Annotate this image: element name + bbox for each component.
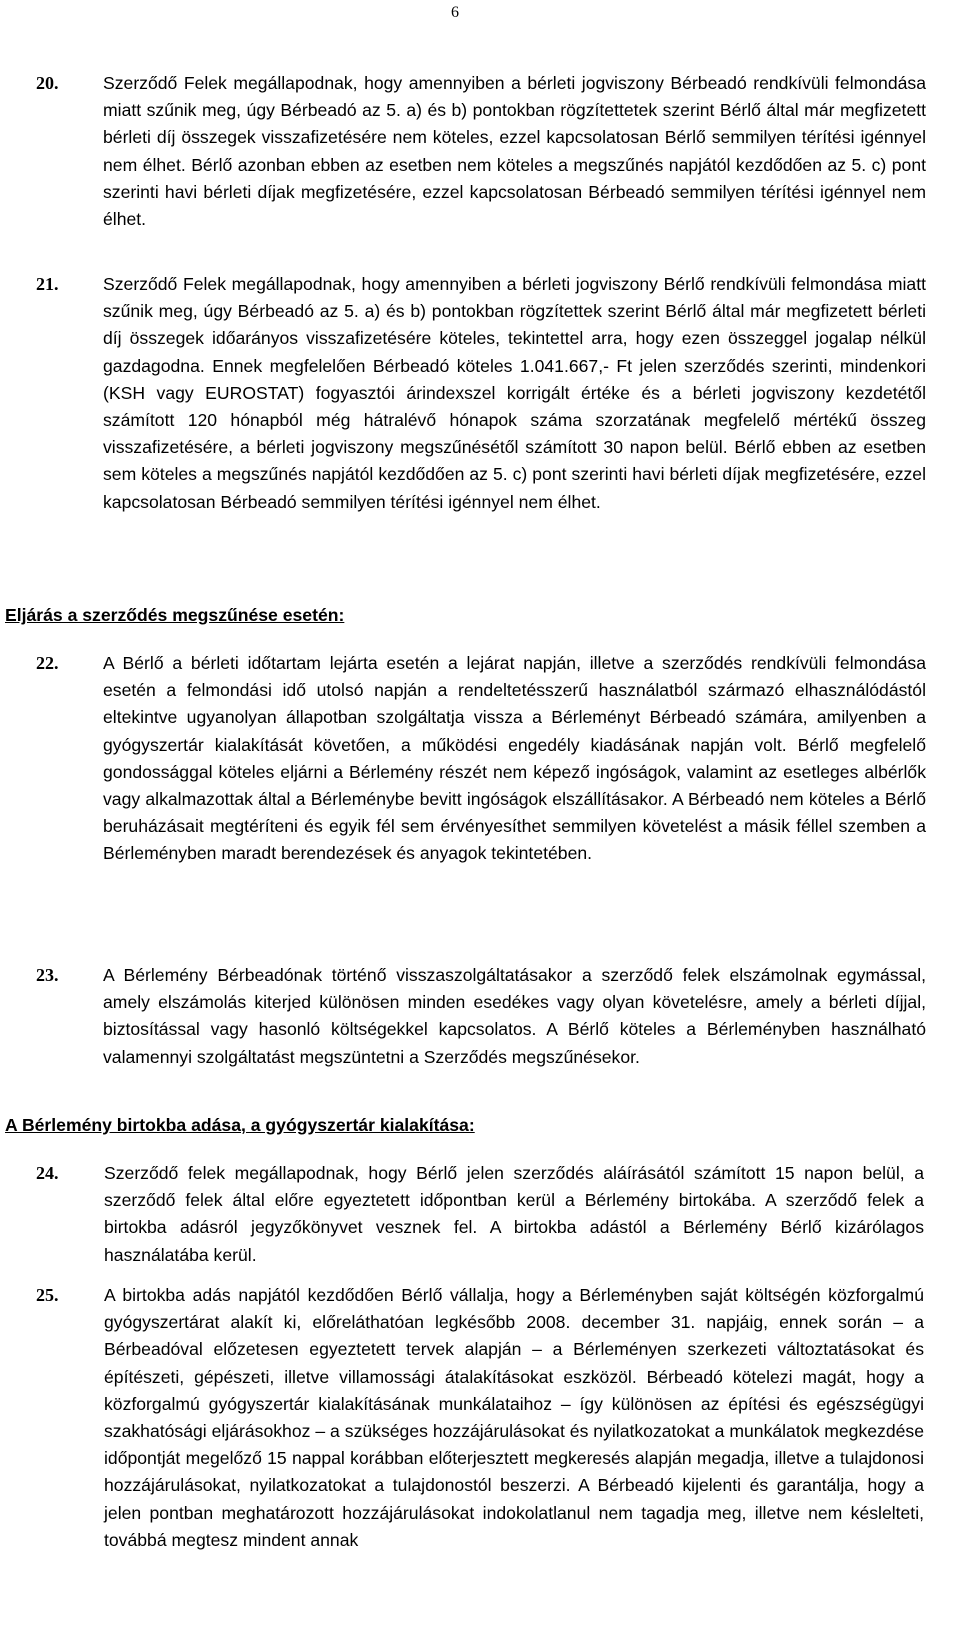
paragraph-number: 21. — [36, 274, 59, 294]
paragraph-text: Szerződő felek megállapodnak, hogy Bérlő jelen szerződés aláírásától számított 15 napon belül, a szerződő felek által előre egyeztetett időpontban kerül a Bérlemény birtokába. A szerződő felek a birtokba adásról jegyzőkönyvet vesznek fel. A birtokba adástól a Bérlemény Bérlő kizárólagos használatába kerül. — [104, 1163, 924, 1265]
section-heading-handover: A Bérlemény birtokba adása, a gyógyszertár kialakítása: — [5, 1115, 475, 1135]
paragraph-text: Szerződő Felek megállapodnak, hogy amennyiben a bérleti jogviszony Bérlő rendkívüli felmondása miatt szűnik meg, úgy Bérbeadó az 5. a) és b) pontokban rögzítettek szerint Bérlő által már megfizetett bérleti díj összegek időarányos visszafizetésére köteles, tekintettel arra, hogy ezen összeggel jogalap nélkül gazdagodna. Ennek megfelelően Bérbeadó köteles 1.041.667,- Ft jelen szerződés szerinti, mindenkori (KSH vagy EUROSTAT) fogyasztói árindexszel korrigált értéke és a bérleti jogviszony kezdetétől számított 120 hónapból még hátralévő hónapok száma szorzatának megfelelő mértékű összeg visszafizetésére, a bérleti jogviszony megszűnésétől számított 30 napon belül. Bérlő ebben az esetben sem köteles a megszűnés napjától kezdődően az 5. c) pont szerinti havi bérleti díjak megfizetésére, ezzel kapcsolatosan Bérbeadó semmilyen térítési igénnyel nem élhet. — [103, 274, 926, 512]
paragraph-text: A Bérlő a bérleti időtartam lejárta esetén a lejárat napján, illetve a szerződés rendkívüli felmondása esetén a felmondási idő utolsó napján a rendeltetésszerű használatból származó elhasználódástól eltekintve ugyanolyan állapotban szolgáltatja vissza a Bérleményt Bérbeadó számára, amilyenben a gyógyszertár kialakítását követően, a működési engedély kiadásának napján volt. Bérlő megfelelő gondossággal köteles eljárni a Bérlemény részét nem képező ingóságok, valamint az esetleges albérlők vagy alkalmazottak által a Bérleménybe bevitt ingóságok elszállításakor. A Bérbeadó nem köteles a Bérlő beruházásait megtéríteni és egyik fél sem érvényesíthet semmilyen követelést a másik féllel szemben a Bérleményben maradt berendezések és anyagok tekintetében. — [103, 653, 926, 864]
paragraph-number: 25. — [36, 1285, 59, 1305]
paragraph-text: A birtokba adás napjától kezdődően Bérlő vállalja, hogy a Bérleményben saját költségén közforgalmú gyógyszertárat alakít ki, előreláthatóan legkésőbb 2008. december 31. napjáig, ennek során – a Bérbeadóval előzetesen egyeztetett tervek alapján – a Bérleményen szerkezeti változtatásokat és építészeti, gépészeti, illetve villamossági átalakításokat eszközöl. Bérbeadó kötelezi magát, hogy a közforgalmú gyógyszertár kialakításának munkálataihoz – így különösen az építési és egészségügyi szakhatósági eljárásokhoz – a szükséges hozzájárulásokat és nyilatkozatokat a munkálatok megkezdése időpontját megelőző 15 nappal korábban előterjesztett megkeresés alapján megadja, illetve a tulajdonosi hozzájárulásokat, nyilatkozatokat a tulajdonostól beszerzi. A Bérbeadó kijelenti és garantálja, hogy a jelen pontban meghatározott hozzájárulásokat indokolatlanul nem tagadja meg, illetve nem késlelteti, továbbá megtesz mindent annak — [104, 1285, 924, 1550]
paragraph-number: 20. — [36, 73, 59, 93]
paragraph-text: A Bérlemény Bérbeadónak történő visszaszolgáltatásakor a szerződő felek elszámolnak egymással, amely elszámolás kiterjed különösen minden esedékes vagy olyan követelésre, amely a bérleti díjjal, biztosítással vagy hasonló költségekkel kapcsolatos. A Bérlő köteles a Bérleményben használható valamennyi szolgáltatást megszüntetni a Szerződés megszűnésekor. — [103, 965, 926, 1067]
paragraph-number: 23. — [36, 965, 59, 985]
page-number: 6 — [451, 4, 459, 21]
paragraph-number: 22. — [36, 653, 59, 673]
paragraph-text: Szerződő Felek megállapodnak, hogy amennyiben a bérleti jogviszony Bérbeadó rendkívüli felmondása miatt szűnik meg, úgy Bérbeadó az 5. a) és b) pontokban rögzítettetek szerint Bérlő által már megfizetett bérleti díj összegek visszafizetésére nem köteles, ezzel kapcsolatosan Bérlő semmilyen térítési igénnyel nem élhet. Bérlő azonban ebben az esetben nem köteles a megszűnés napjától kezdődően az 5. c) pont szerinti havi bérleti díjak megfizetésére, ezzel kapcsolatosan Bérbeadó semmilyen térítési igénnyel nem élhet. — [103, 73, 926, 230]
paragraph-number: 24. — [36, 1163, 59, 1183]
section-heading-termination: Eljárás a szerződés megszűnése esetén: — [5, 605, 345, 625]
